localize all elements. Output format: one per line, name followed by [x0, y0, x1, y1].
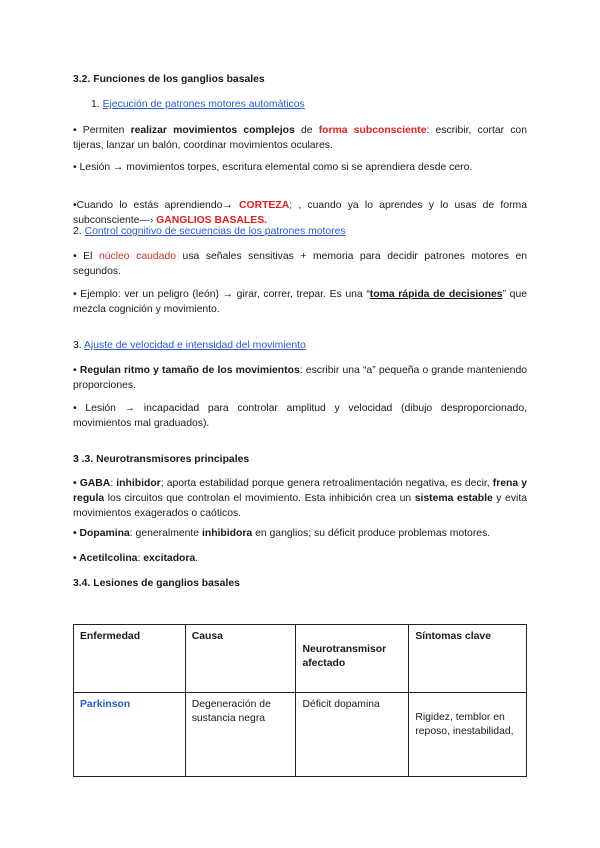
paragraph-ejemplo: [73, 287, 527, 317]
bold-text: inhibidor: [116, 478, 161, 489]
highlight-text: CORTEZA: [239, 200, 290, 211]
text: • Permiten: [73, 125, 131, 136]
link-ejecucion-patrones[interactable]: Ejecución de patrones motores automáticos: [102, 99, 305, 110]
bold-text: realizar movimientos complejos: [130, 125, 295, 136]
text: : generalmente: [129, 528, 202, 539]
bold-text: excitadora: [143, 553, 196, 564]
text: •: [73, 365, 80, 376]
text: ” que mezcla cognición y movimiento.: [73, 289, 527, 315]
list-item-2: [73, 224, 527, 239]
paragraph-acetilcolina: [73, 551, 527, 566]
table-header-row: [74, 625, 527, 693]
table-cell-sintomas: Rigidez, temblor en reposo, inestabilidad,: [409, 693, 527, 777]
text: • El: [73, 251, 99, 262]
paragraph-lesion-2: • Lesión → incapacidad para controlar amplitud y velocidad (dibujo desproporcionado, movimientos mal graduados).: [73, 403, 527, 429]
highlight-text: núcleo caudado: [98, 251, 176, 262]
highlight-text: forma subconsciente: [318, 125, 427, 136]
paragraph-dopamina: [73, 526, 527, 541]
bold-text: inhibidora: [201, 528, 253, 539]
text: usa señales sensitivas + memoria para decidir patrones motores en segundos.: [73, 251, 528, 277]
table-header-cell: Neurotransmisor afectado: [296, 625, 409, 693]
table-header-cell: Síntomas clave: [409, 625, 527, 693]
list-item-1: [91, 97, 527, 112]
text: .: [195, 553, 199, 564]
list-number: 1.: [91, 99, 100, 110]
bold-text: • Dopamina: [73, 528, 130, 539]
lesiones-table: [73, 624, 527, 777]
text: : escribir una “a” pequeña o grande manteniendo proporciones.: [73, 365, 527, 391]
bold-text: • GABA: [73, 478, 111, 489]
bold-text: sistema estable: [414, 493, 493, 504]
text: en ganglios; su déficit produce problemas motores.: [252, 528, 491, 539]
paragraph-permiten: [73, 123, 527, 153]
paragraph-gaba: [73, 476, 527, 521]
paragraph-nucleo-caudado: [73, 249, 527, 279]
text: •Cuando lo estás aprendiendo→: [73, 200, 239, 211]
paragraph-lesion-1: • Lesión → movimientos torpes, escritura elemental como si se aprendiera desde cero.: [73, 162, 473, 173]
text: ; aporta estabilidad porque genera retroalimentación negativa, es decir,: [160, 478, 493, 489]
highlight-text: GANGLIOS BASALES.: [156, 215, 268, 226]
paragraph-regulan: [73, 363, 527, 393]
link-control-cognitivo[interactable]: Control cognitivo de secuencias de los patrones motores: [84, 226, 346, 237]
text: y evita movimientos exagerados o caóticos.: [73, 493, 527, 519]
table-row: [74, 693, 527, 777]
list-number: 3.: [73, 340, 82, 351]
link-ajuste-velocidad[interactable]: Ajuste de velocidad e intensidad del movimiento: [84, 340, 306, 351]
text: de: [294, 125, 319, 136]
text: ; , cuando ya lo aprendes y lo usas de forma subconsciente—›: [73, 200, 527, 226]
bold-text: Regulan ritmo y tamaño de los movimientos: [79, 365, 300, 376]
text: • Ejemplo: ver un peligro (león) → girar, correr, trepar. Es una “: [73, 289, 370, 300]
text: :: [110, 478, 117, 489]
section-title-3-4: 3.4. Lesiones de ganglios basales: [73, 578, 240, 589]
bold-text: frena y regula: [73, 478, 528, 504]
table-header-cell: Causa: [185, 625, 296, 693]
underlined-text: toma rápida de decisiones: [369, 289, 503, 300]
text: : escribir, cortar con tijeras, lanzar un balón, coordinar movimientos oculares.: [73, 125, 527, 151]
table-header-cell: Enfermedad: [74, 625, 186, 693]
list-number: 2.: [73, 226, 82, 237]
section-title-3-3: 3 .3. Neurotransmisores principales: [73, 454, 250, 465]
text: :: [137, 553, 144, 564]
text: los circuitos que controlan el movimiento. Esta inhibición crea un: [104, 493, 415, 504]
table-cell-enfermedad: Parkinson: [74, 693, 186, 777]
section-title-3-2: 3.2. Funciones de los ganglios basales: [73, 74, 265, 85]
table-cell-neurotransmisor: Déficit dopamina: [296, 693, 409, 777]
bold-text: • Acetilcolina: [73, 553, 138, 564]
list-item-3: [73, 338, 527, 353]
table-cell-causa: Degeneración de sustancia negra: [185, 693, 296, 777]
